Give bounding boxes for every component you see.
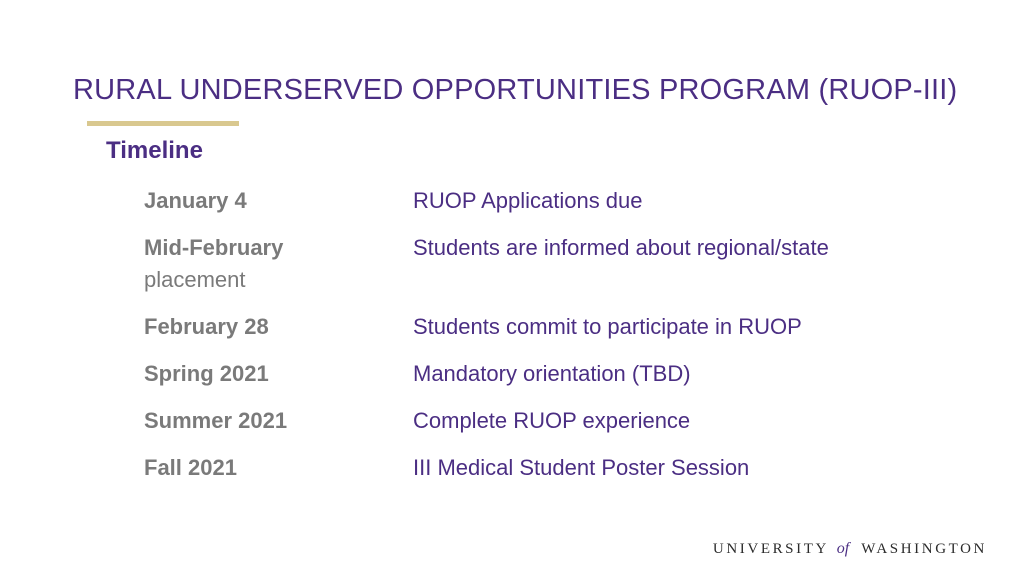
timeline-date: Fall 2021 <box>144 455 237 480</box>
timeline-row <box>144 405 944 437</box>
timeline-row <box>144 311 944 343</box>
timeline-event: III Medical Student Poster Session <box>413 455 750 480</box>
section-subtitle: Timeline <box>106 137 203 164</box>
logo-university: UNIVERSITY <box>712 541 829 557</box>
logo-of: of <box>836 540 850 557</box>
timeline-event: Mandatory orientation (TBD) <box>413 361 691 386</box>
timeline-row <box>144 185 944 217</box>
timeline-date-text: Mid-February <box>144 235 284 260</box>
timeline-event: Complete RUOP experience <box>413 408 691 433</box>
timeline-row <box>144 358 944 390</box>
timeline-row-continuation <box>144 264 944 296</box>
title-underline-accent <box>87 121 239 126</box>
university-wordmark-logo <box>713 540 987 558</box>
timeline-table <box>144 185 944 499</box>
timeline-row <box>144 452 944 484</box>
timeline-date: February 28 <box>144 314 269 339</box>
timeline-date <box>144 232 413 264</box>
timeline-date: January 4 <box>144 188 247 213</box>
timeline-row <box>144 232 944 264</box>
timeline-date-wrap: placement <box>144 267 246 292</box>
timeline-event: Students commit to participate in RUOP <box>413 314 802 339</box>
timeline-event: Students are informed about regional/state <box>413 235 829 260</box>
timeline-event: RUOP Applications due <box>413 188 643 213</box>
timeline-date: Summer 2021 <box>144 408 288 433</box>
logo-washington: WASHINGTON <box>861 541 987 557</box>
timeline-date: Spring 2021 <box>144 361 269 386</box>
slide-title: RURAL UNDERSERVED OPPORTUNITIES PROGRAM (RUOP-III) <box>73 74 958 106</box>
